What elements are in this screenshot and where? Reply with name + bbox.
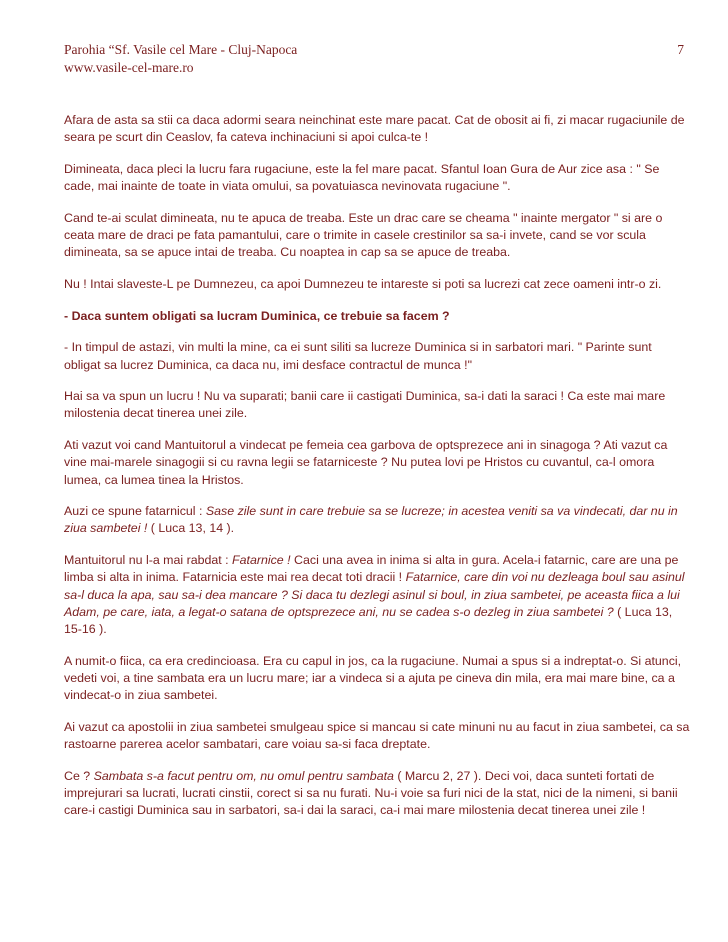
question-heading: - Daca suntem obligati sa lucram Duminica, ce trebuie sa facem ? bbox=[64, 308, 450, 323]
scripture-quote: Fatarnice ! bbox=[232, 553, 291, 568]
paragraph bbox=[64, 552, 690, 638]
paragraph: Afara de asta sa stii ca daca adormi seara neinchinat este mare pacat. Cat de obosit ai fi, zi macar rugaciunile de seara pe scurt din Ceaslov, fa cateva inchinaciuni si apoi culca-te ! bbox=[64, 113, 685, 145]
paragraph: Cand te-ai sculat dimineata, nu te apuca de treaba. Este un drac care se cheama " inainte mergator " si are o ceata mare de draci pe fata pamantului, care o trimite in casele crestinilor sa sa-i invete, cand se vor scula dimineata, sa se apuce intai de treaba. Cu noaptea in cap sa se apuce de treaba. bbox=[64, 210, 663, 260]
parish-title: Parohia “Sf. Vasile cel Mare - Cluj-Napoca bbox=[64, 42, 298, 57]
paragraph-text: ( Marcu 2, 27 ). Deci voi, daca sunteti fortati de imprejurari sa lucrati, lucrati cinstii, corect si sa nu furati. Nu-i voie sa furi nici de la stat, nici de la nimeni, si banii care-i castigi Duminica sau in sarbatori, sa-i dai la saraci, ca-i mai mare milostenia decat tinerea unei zile ! bbox=[64, 768, 678, 818]
paragraph: Nu ! Intai slaveste-L pe Dumnezeu, ca apoi Dumnezeu te intareste si poti sa lucrezi cat zece oameni intr-o zi. bbox=[64, 276, 662, 291]
paragraph-text: Auzi ce spune fatarnicul : bbox=[64, 504, 206, 519]
paragraph bbox=[64, 768, 690, 820]
page-number: 7 bbox=[677, 42, 684, 57]
page-header bbox=[64, 41, 684, 77]
scripture-reference: ( Luca 13, 14 ). bbox=[147, 521, 235, 536]
paragraph-text: Caci una avea in inima si alta in gura. Acela-i fatarnic, care are una pe limba si alta in inima. Fatarnicia este mai rea decat toti dracii ! bbox=[64, 553, 679, 585]
paragraph bbox=[64, 503, 690, 537]
paragraph: - In timpul de astazi, vin multi la mine, ca ei sunt siliti sa lucreze Duminica si in sarbatori mari. " Parinte sunt obligat sa lucrez Duminica, ca daca nu, imi desface contractul de munca !" bbox=[64, 340, 652, 372]
paragraph: Ati vazut voi cand Mantuitorul a vindecat pe femeia cea garbova de optsprezece ani in sinagoga ? Ati vazut ca vine mai-marele sinagogii si cu ravna legii se fatarniceste ? Nu putea lovi pe Hristos cu cuvantul, ca-l omora lumea, ca lumea tinea la Hristos. bbox=[64, 438, 668, 487]
scripture-quote: Sambata s-a facut pentru om, nu omul pentru sambata bbox=[93, 768, 394, 783]
paragraph: Hai sa va spun un lucru ! Nu va suparati; banii care ii castigati Duminica, sa-i dati la saraci ! Ca este mai mare milostenia decat tinerea unei zile. bbox=[64, 389, 666, 421]
scripture-reference: ( Luca 13, 15-16 ). bbox=[64, 604, 673, 636]
paragraph-text: Ce ? bbox=[64, 768, 94, 783]
paragraph: A numit-o fiica, ca era credincioasa. Era cu capul in jos, ca la rugaciune. Numai a spus si a indreptat-o. Si atunci, vedeti voi, a tine sambata era un lucru mare; iar a vindeca si a ajuta pe cineva din mila, era mai mare bine, ca a vindecat-o in ziua sambetei. bbox=[64, 653, 682, 703]
scripture-quote: Sase zile sunt in care trebuie sa se lucreze; in acestea veniti sa va vindecati, dar nu in ziua sambetei ! bbox=[64, 504, 678, 536]
paragraph: Ai vazut ca apostolii in ziua sambetei smulgeau spice si mancau si cate minuni nu au facut in ziua sambetei, ca sa rastoarne parerea acelor sambatari, care voiau sa-si faca dreptate. bbox=[64, 719, 690, 751]
paragraph-text: Mantuitorul nu l-a mai rabdat : bbox=[64, 553, 233, 568]
document-body bbox=[64, 112, 690, 834]
paragraph: Dimineata, daca pleci la lucru fara rugaciune, este la fel mare pacat. Sfantul Ioan Gura de Aur zice asa : " Se cade, mai inainte de toate in viata omului, sa povatuiasca nevinovata rugaciune ". bbox=[64, 161, 660, 194]
scripture-quote: Fatarnice, care din voi nu dezleaga boul sau asinul sa-l duca la apa, sau sa-i dea mancare ? Si daca tu dezlegi asinul si boul, in ziua sambetei, pe aceasta fiica a lui Adam, pe care, iata, a legat-o satana de optsprezece ani, nu se cadea s-o dezleg in ziua sambetei ? bbox=[64, 570, 685, 619]
parish-website-link[interactable]: www.vasile-cel-mare.ro bbox=[64, 60, 194, 75]
